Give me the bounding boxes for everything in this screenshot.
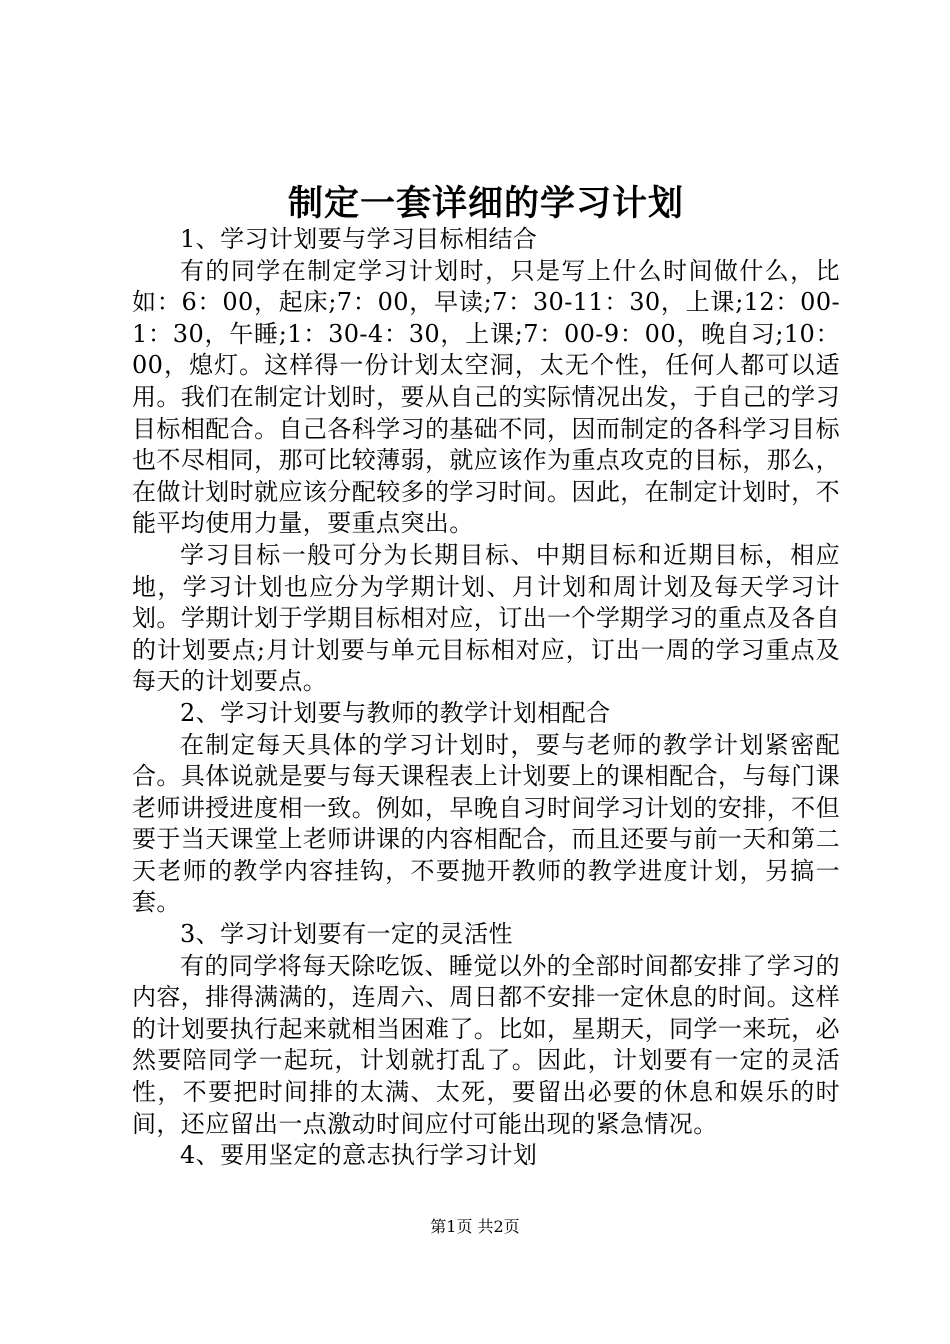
- page-number-footer: 第1页 共2页: [430, 1217, 520, 1236]
- document-body: [132, 180, 840, 1172]
- section-heading-3: 3、学习计划要有一定的灵活性: [180, 920, 513, 949]
- section-1-paragraph-1: 有的同学在制定学习计划时，只是写上什么时间做什么，比如：6：00，起床;7：00，早读;7：30-11：30，上课;12：00-1：30，午睡;1：30-4：30，上课;7：00-9：00，晚自习;10：00，熄灯。这样得一份计划太空洞，太无个性，任何人都可以适用。我们在制定计划时，要从自己的实际情况出发，于自己的学习目标相配合。自己各科学习的基础不同，因而制定的各科学习目标也不尽相同，那可比较薄弱，就应该作为重点攻克的目标，那么，在做计划时就应该分配较多的学习时间。因此，在制定计划时，不能平均使用力量，要重点突出。: [132, 256, 840, 538]
- section-3-paragraph-1: 有的同学将每天除吃饭、睡觉以外的全部时间都安排了学习的内容，排得满满的，连周六、周日都不安排一定休息的时间。这样的计划要执行起来就相当困难了。比如，星期天，同学一来玩，必然要陪同学一起玩，计划就打乱了。因此，计划要有一定的灵活性，不要把时间排的太满、太死，要留出必要的休息和娱乐的时间，还应留出一点激动时间应付可能出现的紧急情况。: [132, 951, 840, 1138]
- section-2-paragraph-1: 在制定每天具体的学习计划时，要与老师的教学计划紧密配合。具体说就是要与每天课程表上计划要上的课相配合，与每门课老师讲授进度相一致。例如，早晚自习时间学习计划的安排，不但要于当天课堂上老师讲课的内容相配合，而且还要与前一天和第二天老师的教学内容挂钩，不要抛开教师的教学进度计划，另搞一套。: [132, 730, 840, 917]
- section-heading-2: 2、学习计划要与教师的教学计划相配合: [180, 698, 611, 727]
- section-1-paragraph-2: 学习目标一般可分为长期目标、中期目标和近期目标，相应地，学习计划也应分为学期计划、月计划和周计划及每天学习计划。学期计划于学期目标相对应，订出一个学期学习的重点及各自的计划要点;月计划要与单元目标相对应，订出一周的学习重点及每天的计划要点。: [132, 540, 840, 696]
- section-heading-1: 1、学习计划要与学习目标相结合: [180, 225, 538, 253]
- document-title: 制定一套详细的学习计划: [287, 183, 684, 224]
- section-heading-4: 4、要用坚定的意志执行学习计划: [180, 1141, 538, 1170]
